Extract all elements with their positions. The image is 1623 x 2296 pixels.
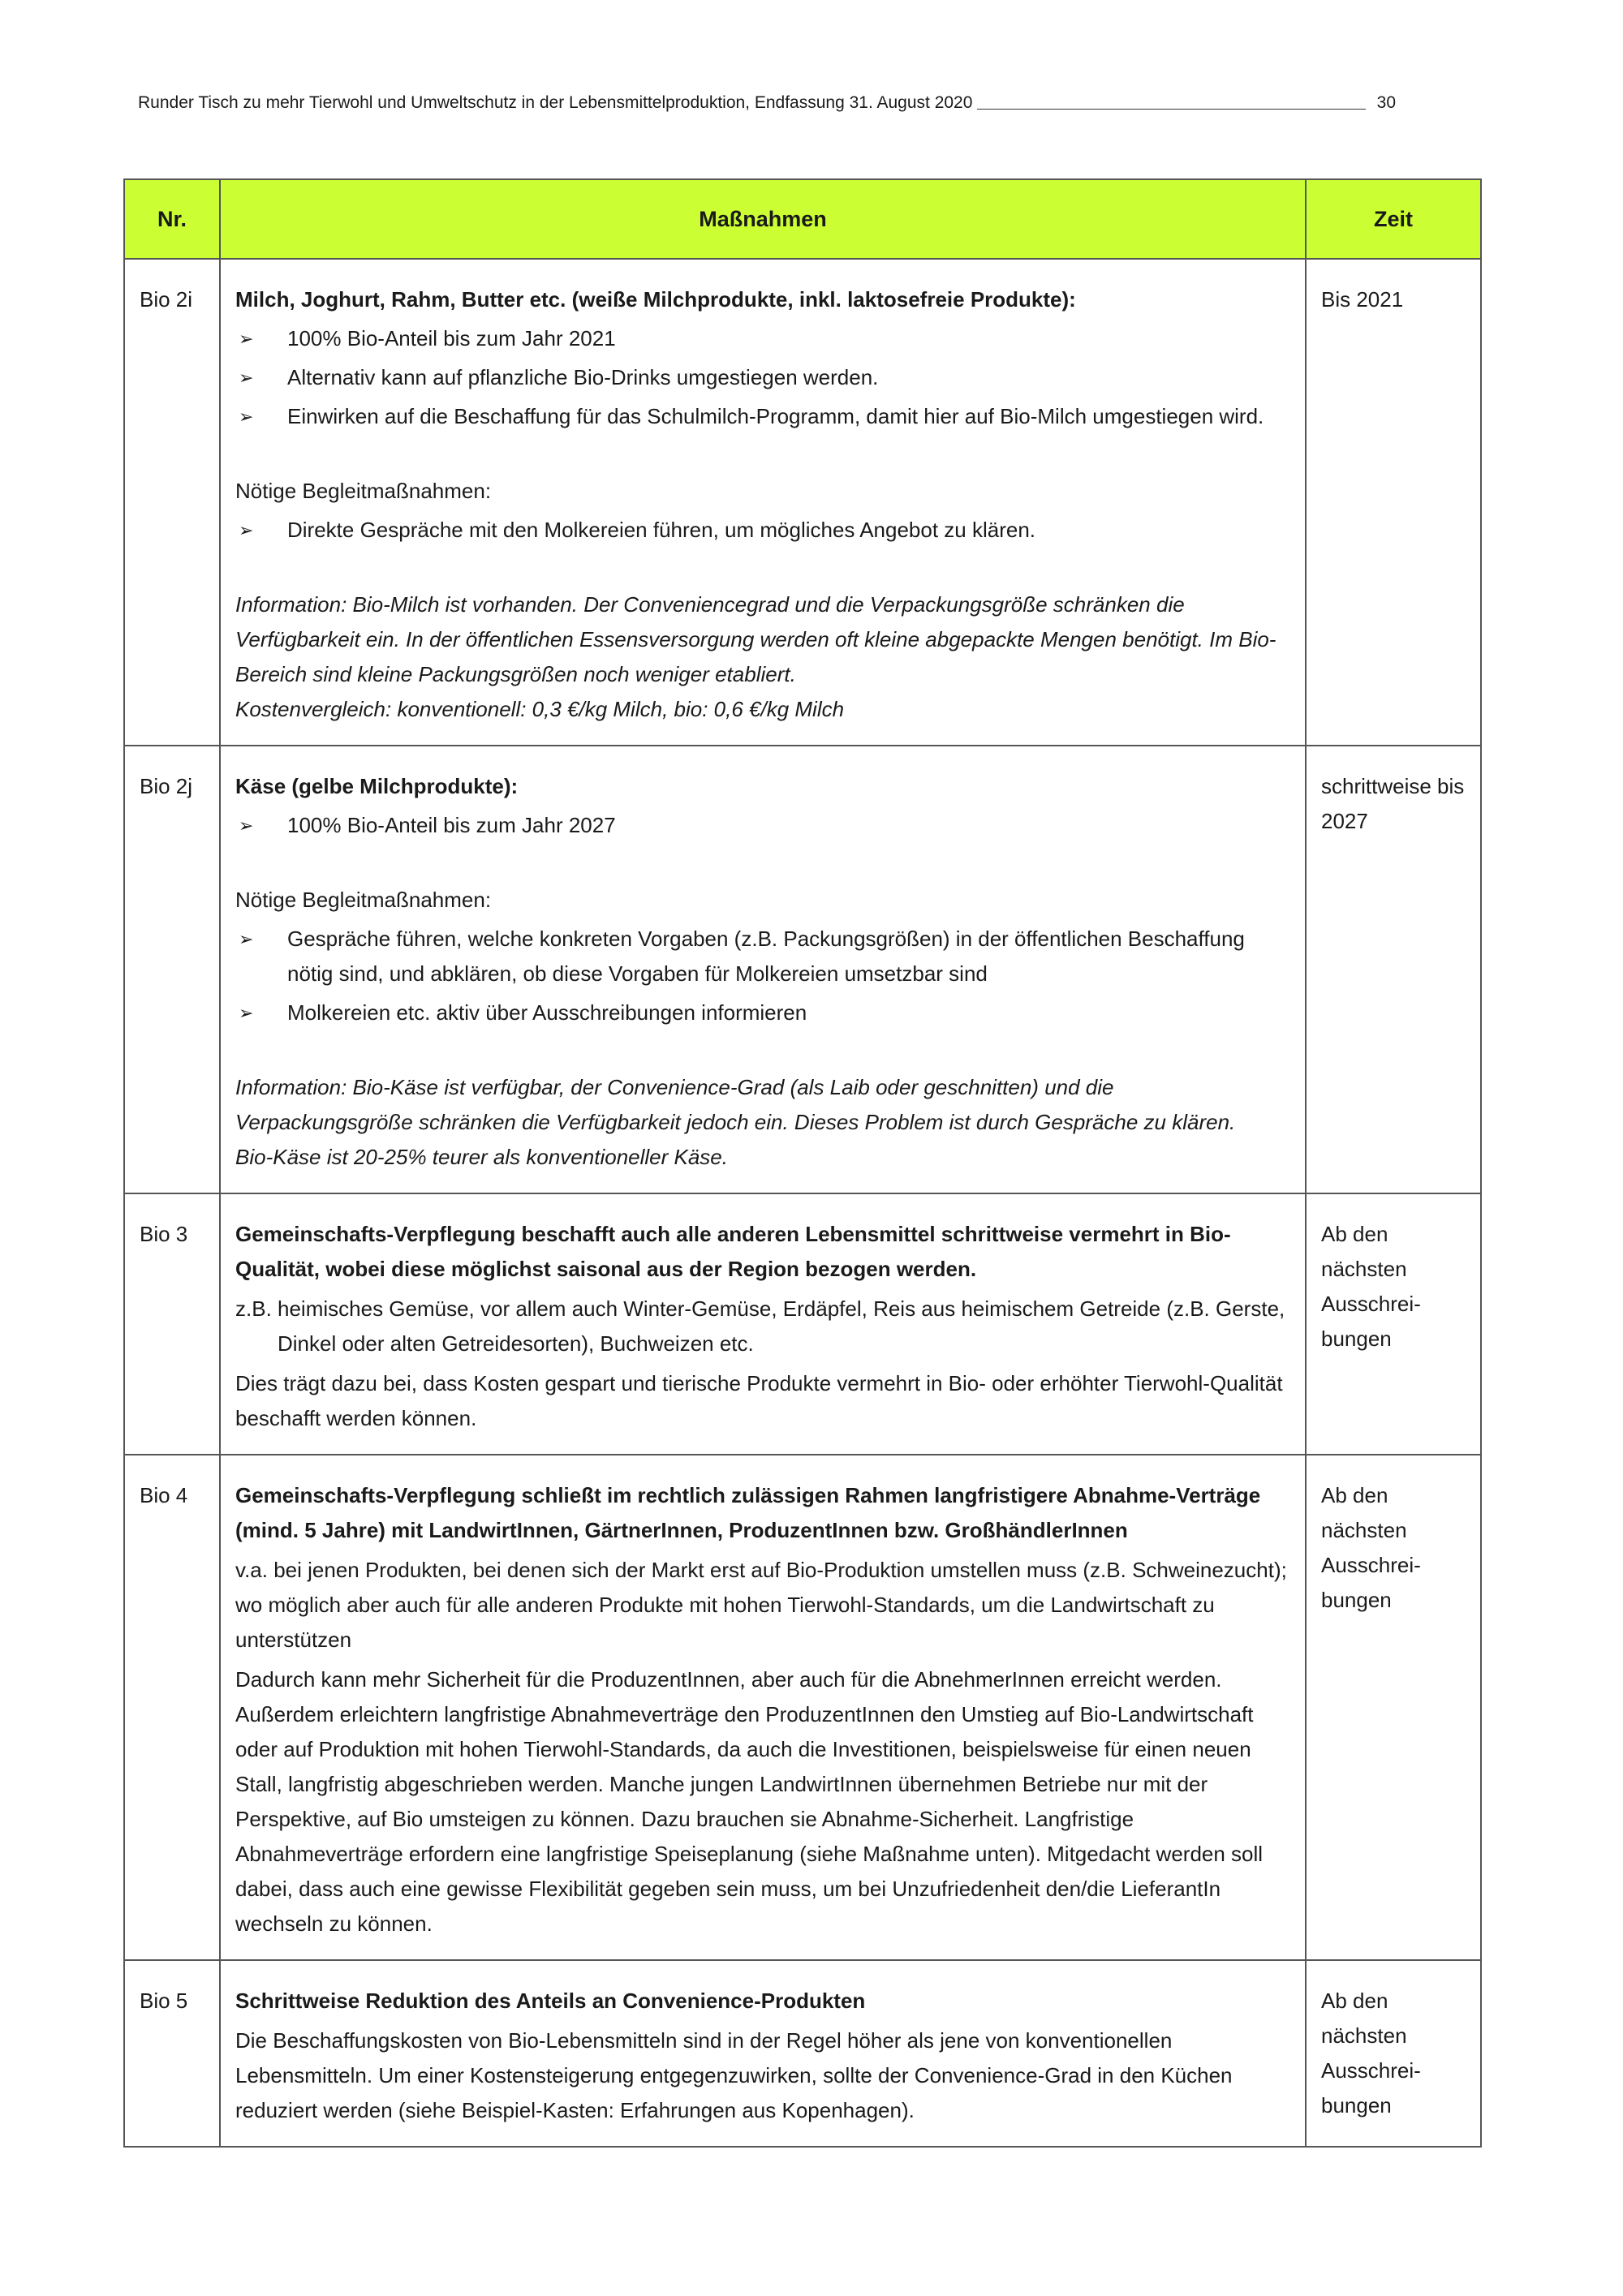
measure-cell — [220, 1960, 1306, 2147]
time-cell: Ab den nächsten Ausschrei-bungen — [1306, 1193, 1481, 1455]
table-row — [124, 259, 1481, 746]
measure-title: Käse (gelbe Milchprodukte): — [235, 774, 519, 798]
time-cell: Bis 2021 — [1306, 259, 1481, 746]
bullet-item: ➢ 100% Bio-Anteil bis zum Jahr 2021 — [235, 321, 1289, 356]
info-text: Information: Bio-Milch ist vorhanden. Der Conveniencegrad und die Verpackungsgröße schränken die Verfügbarkeit ein. In der öffentlichen Essensversorgung werden oft kleine abgepackte Mengen benötigt. Im Bio-Bereich sind kleine Packungsgrößen noch weniger etabliert. — [235, 592, 1276, 686]
row-number: Bio 2i — [124, 259, 220, 746]
bullet-item: ➢ Einwirken auf die Beschaffung für das Schulmilch-Programm, damit hier auf Bio-Milch umgestiegen wird. — [235, 399, 1289, 434]
time-cell: Ab den nächsten Ausschrei-bungen — [1306, 1455, 1481, 1960]
arrow-bullet-icon: ➢ — [239, 815, 254, 836]
cost-comparison: Bio-Käse ist 20-25% teurer als konventioneller Käse. — [235, 1145, 728, 1169]
page-header — [138, 91, 1396, 115]
support-label: Nötige Begleitmaßnahmen: — [235, 888, 492, 912]
header-rule — [977, 91, 1365, 110]
measure-cell — [220, 746, 1306, 1193]
row-number: Bio 2j — [124, 746, 220, 1193]
table-row — [124, 1193, 1481, 1455]
time-cell: schrittweise bis 2027 — [1306, 746, 1481, 1193]
column-header-zeit: Zeit — [1306, 179, 1481, 259]
measure-cell — [220, 1455, 1306, 1960]
bullet-item: ➢ Molkereien etc. aktiv über Ausschreibungen informieren — [235, 995, 1289, 1030]
page-number: 30 — [1376, 93, 1396, 112]
info-text: Information: Bio-Käse ist verfügbar, der Convenience-Grad (als Laib oder geschnitten) und die Verpackungsgröße schränken die Verfügbarkeit jedoch ein. Dieses Problem ist durch Gespräche zu klären. — [235, 1075, 1236, 1134]
column-header-nr: Nr. — [124, 179, 220, 259]
row-number: Bio 3 — [124, 1193, 220, 1455]
arrow-bullet-icon: ➢ — [239, 1003, 254, 1023]
table-row — [124, 1960, 1481, 2147]
time-cell: Ab den nächsten Ausschrei-bungen — [1306, 1960, 1481, 2147]
row-number: Bio 4 — [124, 1455, 220, 1960]
arrow-bullet-icon: ➢ — [239, 520, 254, 540]
column-header-massnahmen: Maßnahmen — [220, 179, 1306, 259]
measure-cell — [220, 1193, 1306, 1455]
measure-title: Gemeinschafts-Verpflegung beschafft auch alle anderen Lebensmittel schrittweise vermehrt in Bio-Qualität, wobei diese möglichst saisonal aus der Region bezogen werden. — [235, 1222, 1231, 1281]
measure-paragraph: v.a. bei jenen Produkten, bei denen sich der Markt erst auf Bio-Produktion umstellen muss (z.B. Schweinezucht); wo möglich aber auch für alle anderen Produkte mit hohen Tierwohl-Standards, um die Landwirtschaft zu unterstützen — [235, 1558, 1287, 1652]
bullet-item: ➢ 100% Bio-Anteil bis zum Jahr 2027 — [235, 808, 1289, 843]
measure-paragraph: Dies trägt dazu bei, dass Kosten gespart und tierische Produkte vermehrt in Bio- oder erhöhter Tierwohl-Qualität beschafft werden können. — [235, 1371, 1283, 1430]
arrow-bullet-icon: ➢ — [239, 329, 254, 349]
arrow-bullet-icon: ➢ — [239, 406, 254, 427]
row-number: Bio 5 — [124, 1960, 220, 2147]
measures-table — [123, 178, 1482, 2148]
cost-comparison: Kostenvergleich: konventionell: 0,3 €/kg Milch, bio: 0,6 €/kg Milch — [235, 697, 845, 721]
measure-title: Milch, Joghurt, Rahm, Butter etc. (weiße Milchprodukte, inkl. laktosefreie Produkte): — [235, 287, 1076, 312]
bullet-item: ➢ Direkte Gespräche mit den Molkereien führen, um mögliches Angebot zu klären. — [235, 513, 1289, 548]
support-label: Nötige Begleitmaßnahmen: — [235, 479, 492, 503]
table-row — [124, 746, 1481, 1193]
bullet-item: ➢ Gespräche führen, welche konkreten Vorgaben (z.B. Packungsgrößen) in der öffentlichen Beschaffung nötig sind, und abklären, ob diese Vorgaben für Molkereien umsetzbar sind — [235, 922, 1289, 991]
measure-title: Schrittweise Reduktion des Anteils an Convenience-Produkten — [235, 1989, 866, 2013]
measure-paragraph: z.B. heimisches Gemüse, vor allem auch Winter-Gemüse, Erdäpfel, Reis aus heimischem Getreide (z.B. Gerste, Dinkel oder alten Getreidesorten), Buchweizen etc. — [235, 1296, 1285, 1356]
measure-title: Gemeinschafts-Verpflegung schließt im rechtlich zulässigen Rahmen langfristigere Abnahme-Verträge (mind. 5 Jahre) mit LandwirtInnen, GärtnerInnen, ProduzentInnen bzw. GroßhändlerInnen — [235, 1483, 1261, 1542]
table-header-row — [124, 179, 1481, 259]
measure-paragraph: Die Beschaffungskosten von Bio-Lebensmitteln sind in der Regel höher als jene von konventionellen Lebensmitteln. Um einer Kostensteigerung entgegenzuwirken, sollte der Convenience-Grad in den Küchen reduziert werden (siehe Beispiel-Kasten: Erfahrungen aus Kopenhagen). — [235, 2028, 1233, 2122]
measure-paragraph: Dadurch kann mehr Sicherheit für die ProduzentInnen, aber auch für die AbnehmerInnen erreicht werden. Außerdem erleichtern langfristige Abnahmeverträge den ProduzentInnen den Umstieg auf Bio-Landwirtschaft oder auf Produktion mit hohen Tierwohl-Standards, da auch die Investitionen, beispielsweise für einen neuen Stall, langfristig abgeschrieben werden. Manche jungen LandwirtInnen übernehmen Betriebe nur mit der Perspektive, auf Bio umsteigen zu können. Dazu brauchen sie Abnahme-Sicherheit. Langfristige Abnahmeverträge erfordern eine langfristige Speiseplanung (siehe Maßnahme unten). Mitgedacht werden soll dabei, dass auch eine gewisse Flexibilität gegeben sein muss, um bei Unzufriedenheit den/die LieferantIn wechseln zu können. — [235, 1667, 1264, 1936]
arrow-bullet-icon: ➢ — [239, 929, 254, 949]
table-row — [124, 1455, 1481, 1960]
measure-cell — [220, 259, 1306, 746]
header-title: Runder Tisch zu mehr Tierwohl und Umweltschutz in der Lebensmittelproduktion, Endfassung 31. August 2020 — [138, 93, 973, 112]
bullet-item: ➢ Alternativ kann auf pflanzliche Bio-Drinks umgestiegen werden. — [235, 360, 1289, 395]
arrow-bullet-icon: ➢ — [239, 368, 254, 388]
